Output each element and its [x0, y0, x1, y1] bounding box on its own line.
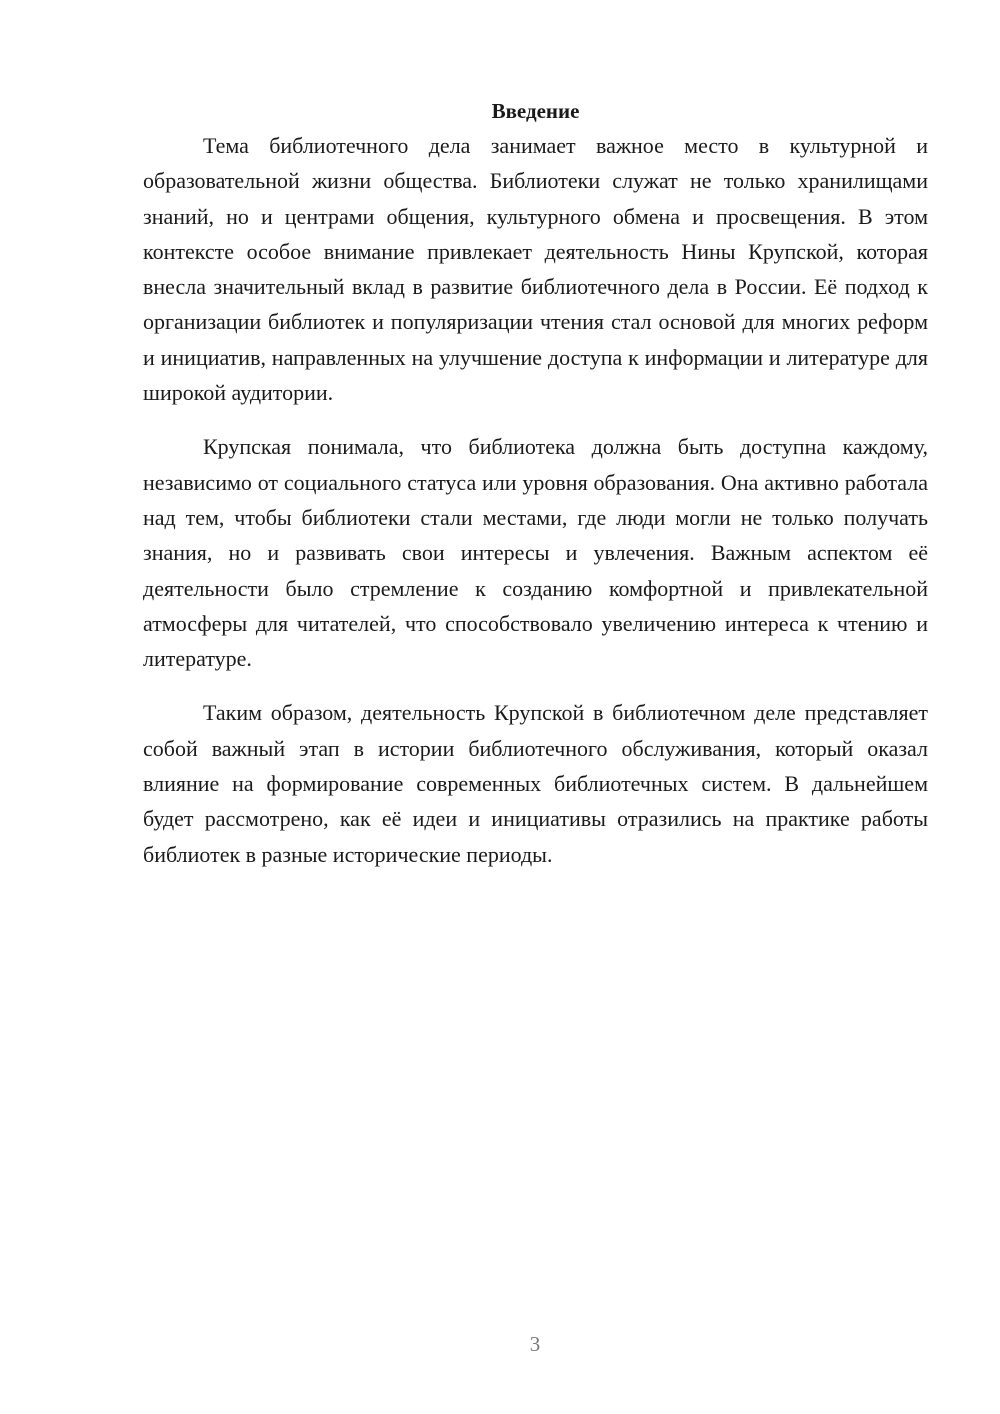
section-title: Введение [491, 99, 580, 123]
paragraph-1: Тема библиотечного дела занимает важное место в культурной и образовательной жизни общества. Библиотеки служат не только хранилищами знаний, но и центрами общения, культурного обмена и просвещения. В этом контексте особое внимание привлекает деятельность Нины Крупской, которая внесла значительный вклад в развитие библиотечного дела в России. Её подход к организации библиотек и популяризации чтения стал основой для многих реформ и инициатив, направленных на улучшение доступа к информации и литературе для широкой аудитории. [143, 133, 928, 406]
page-number: 3 [529, 1332, 541, 1356]
paragraph-2: Крупская понимала, что библиотека должна быть доступна каждому, независимо от социального статуса или уровня образования. Она активно работала над тем, чтобы библиотеки стали местами, где люди могли не только получать знания, но и развивать свои интересы и увлечения. Важным аспектом её деятельности было стремление к созданию комфортной и привлекательной атмосферы для читателей, что способствовало увеличению интереса к чтению и литературе. [143, 434, 928, 672]
paragraph-3: Таким образом, деятельность Крупской в библиотечном деле представляет собой важный этап в истории библиотечного обслуживания, который оказал влияние на формирование современных библиотечных систем. В дальнейшем будет рассмотрено, как её идеи и инициативы отразились на практике работы библиотек в разные исторические периоды. [143, 700, 928, 867]
page-content [143, 94, 928, 891]
